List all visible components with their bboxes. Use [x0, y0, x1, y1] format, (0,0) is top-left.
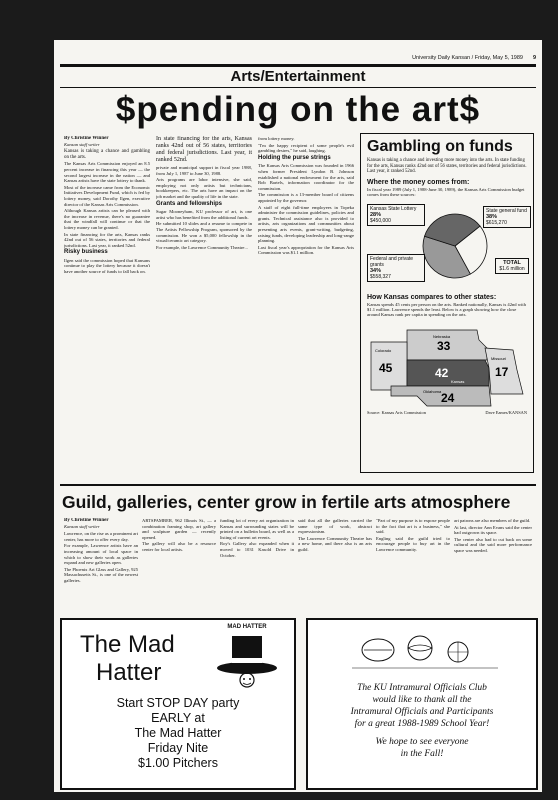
paragraph: said that all the galleries carried the same type of work, abstract expressionism.	[298, 518, 372, 535]
paragraph: Lawrence, on the rise as a prominent art center, has more to offer every day.	[64, 531, 138, 542]
paragraph: The Lawrence Community Theatre has a new home, and there also is an arts guild.	[298, 535, 372, 552]
state-value-missouri: 17	[495, 364, 509, 379]
ad-body	[62, 696, 294, 771]
paragraph: Although Kansas artists can be pleased with the increase in revenue, there's no guarantee that the windfall will continue or that the lottery money can be granted.	[64, 208, 150, 230]
header-paper: University Daily Kansan / Friday, May 5, 1989	[412, 55, 523, 61]
ad-title-1: The Mad	[80, 631, 175, 658]
paragraph: Sugar Mooneyham, KU professor of art, is one artist who has benefited from the additional funds.	[156, 209, 252, 220]
ad-line: Intramural Officials and Participants	[350, 707, 494, 717]
state-name-missouri: Missouri	[491, 355, 506, 361]
paragraph: art patrons are also members of the guild.	[454, 518, 531, 523]
state-value-colorado: 45	[379, 360, 393, 375]
byline-role: Kansan staff writer	[64, 141, 100, 147]
map-heading: How Kansas compares to other states:	[367, 293, 497, 301]
ad-line: The KU Intramural Officials Club	[357, 683, 487, 693]
paragraph: Most of the increase came from the Economic Initiatives Development Fund, which is fed by lottery money, said Dorothy Ilgen, executive director of the Kansas Arts Commission.	[64, 184, 150, 207]
states-map	[367, 320, 527, 408]
ad-line: $1.00 Pitchers	[138, 756, 218, 770]
paragraph: Arts programs are labor intensive, she said, employing not only artists but technicians, bookkeepers, etc. The arts have an impact on the job market and the quality of life in the state.	[156, 177, 252, 199]
paragraph: Kansas is taking a chance and gambling on the arts.	[64, 149, 150, 160]
paragraph: At last, director Ann Evans said the center had outgrown its space.	[454, 524, 532, 536]
paragraph: Ilgen said the commission hoped that Kansans continue to play the lottery because it doesn't have another source of funds to fall back on.	[64, 257, 150, 275]
ad-line: Start STOP DAY party	[116, 696, 240, 710]
ad-line: for a great 1988-1989 School Year!	[354, 719, 490, 729]
paragraph: For example, the Lawrence Community Theatre...	[156, 244, 248, 250]
paragraph: The Kansas Arts Commission enjoyed an 8.5 percent increase in financing this year — the second largest increase in the nation — and Kansas artists have the state lottery to thank.	[64, 161, 150, 184]
story2-col-2	[142, 518, 216, 614]
section-banner: Arts/Entertainment	[60, 64, 536, 88]
intramural-officials-ad	[306, 618, 538, 790]
main-story-col-3	[258, 136, 354, 478]
ad-title-2: Hatter	[96, 659, 162, 686]
pie-total: TOTAL $1.6 million	[495, 258, 529, 274]
state-value-oklahoma: 24	[441, 390, 455, 405]
ad-line: We hope to see everyone	[375, 737, 469, 747]
paragraph: "I'm the happy recipient of some people's evil gambling desires," he said, laughing.	[258, 142, 354, 154]
paragraph: For example, Lawrence artists have an increasing amount of local space in which to show their work as galleries expand and new galleries open.	[64, 543, 138, 566]
story2-col-1	[64, 518, 138, 614]
ad-line: would like to thank all the	[372, 695, 472, 705]
box-intro: Kansas is taking a chance and investing more money into the arts. In state funding for the arts, Kansas ranks 42nd out of 56 states, territories and federal jurisdictions. Last year, it ranked 52nd.	[367, 158, 527, 175]
box-title: Gambling on funds	[367, 138, 513, 155]
main-story-col-2	[156, 136, 252, 478]
paragraph: A staff of eight full-time employees in Topeka administer the commission guidelines, policies and grants. Technical assistance also is provided to artists, arts organizations and communities about presenting arts events, grant-writing, budgeting, raising funds, developing leadership and long-range planning.	[258, 204, 354, 244]
states-map-svg	[367, 320, 527, 408]
paragraph: The Phoenix Art Glass and Gallery, 925 Massachusetts St., is one of the newest galleries.	[64, 566, 138, 583]
paragraph: Last fiscal year's appropriation for the Kansas Arts Commission was $1.1 million.	[258, 244, 354, 256]
main-story-col-1	[64, 136, 150, 478]
byline: By Christine Winner	[64, 136, 109, 141]
intramural-illustration	[308, 620, 536, 680]
paragraph: from lottery money.	[258, 136, 295, 141]
paragraph: In state financing for the arts, Kansas ranks 42nd out of 56 states, territories and federal jurisdictions. Last year, it ranked 52nd.	[64, 231, 150, 248]
top-hat-icon	[212, 624, 282, 694]
ad-line: The Mad Hatter	[134, 726, 222, 740]
graphic-credit: Dave Eames/KANSAN	[485, 409, 527, 415]
paragraph: "Part of my purpose is to expose people to the fact that art is a business," she said.	[376, 518, 450, 535]
ad-line: Friday Nite	[147, 741, 209, 755]
pie-label-federal: Federal and private grants 34% $558,327	[367, 254, 425, 282]
mad-hatter-logo	[212, 624, 282, 694]
pie-chart	[367, 200, 527, 290]
logo-text: MAD HATTER	[227, 624, 267, 630]
story2-col-3	[220, 518, 294, 614]
mad-hatter-ad	[60, 618, 296, 790]
byline-role: Kansan staff writer	[64, 523, 100, 529]
story2-col-6	[454, 518, 532, 614]
pie-heading: Where the money comes from:	[367, 178, 470, 186]
box-footer	[367, 410, 527, 415]
ad-line: in the Fall!	[400, 749, 444, 759]
header-page-number: 9	[532, 55, 536, 61]
section-divider	[60, 484, 536, 486]
map-note: Kansas spends 45 cents per person on the arts. Ranked nationally, Kansas is 42nd with $1.1 million. Lawrence spends the least. Below is a graph showing how the close around Kansas rank per capita in spending on the arts.	[367, 301, 526, 318]
newspaper-page	[54, 40, 542, 792]
state-value-kansas: 42	[435, 365, 449, 380]
state-value-nebraska: 33	[437, 338, 451, 353]
paragraph: Engling said the guild tried to encourage people to buy art in the Lawrence community.	[376, 535, 450, 552]
paragraph: private and municipal support in fiscal year 1988, from July 1, 1987 to June 30, 1988.	[156, 165, 252, 176]
paragraph: funding lot of every art organization in Kansas and surrounding states will be printed on a bulletin board, as well as a listing of current art events.	[220, 518, 294, 540]
main-headline: $pending on the art$	[115, 90, 481, 129]
gambling-on-funds-box	[360, 133, 534, 473]
state-name-nebraska: Nebraska	[433, 333, 451, 339]
story2-col-5	[376, 518, 450, 614]
pie-label-lottery: Kansas State Lottery 28% $450,000	[367, 204, 425, 226]
source-note: Source: Kansas Arts Commission	[367, 409, 426, 415]
state-name-colorado: Colorado	[375, 347, 392, 353]
ad-body	[316, 682, 528, 760]
paragraph: The commission is a 13-member board of citizens appointed by the governor.	[258, 192, 354, 203]
state-name-oklahoma: Oklahoma	[423, 388, 442, 394]
paragraph: The gallery will also be a resource center for local artists.	[142, 541, 216, 552]
pie-note: In fiscal year 1989 (July 1, 1988-June 30, 1989), the Kansas Arts Commission budget comes from these sources:	[367, 186, 525, 198]
state-name-kansas: Kansas	[451, 378, 465, 384]
page-header	[60, 55, 536, 61]
subhead: Holding the purse strings	[258, 154, 331, 161]
ad-line: EARLY at	[151, 711, 205, 725]
second-headline: Guild, galleries, center grow in fertile arts atmosphere	[62, 492, 511, 512]
pie-label-general-fund: State general fund 38% $615,270	[483, 206, 531, 228]
paragraph: He submitted 10 slides and a resume to compete in The Artists Fellowship Program, sponsored by the commission. He won a $5,000 fellowship in the visual/ceramic art category.	[156, 221, 252, 244]
paragraph: ARTSPAMBER, 962 Illinois St., — a combination framing shop, art gallery and sculpture garden — recently opened.	[142, 518, 216, 540]
paragraph: The Kansas Arts Commission was founded in 1966 when former President Lyndon B. Johnson established a national endowment for the arts, said Bob Bartels, information coordinator for the commission.	[258, 163, 354, 191]
subhead: Risky business	[64, 249, 108, 256]
byline: By Christine Winner	[64, 518, 109, 523]
paragraph: Roy's Gallery also expanded when it moved to 1031 Kasold Drive in October.	[220, 541, 294, 558]
subhead: Grants and fellowships	[156, 200, 223, 207]
story2-col-4	[298, 518, 372, 614]
paragraph: The center also had to cut back on some cultural and the said more performance space was needed.	[454, 536, 532, 553]
paragraph: In state financing for the arts, Kansas ranks 42nd out of 56 states, territories and federal jurisdictions. Last year, it ranked 52nd.	[156, 136, 252, 163]
